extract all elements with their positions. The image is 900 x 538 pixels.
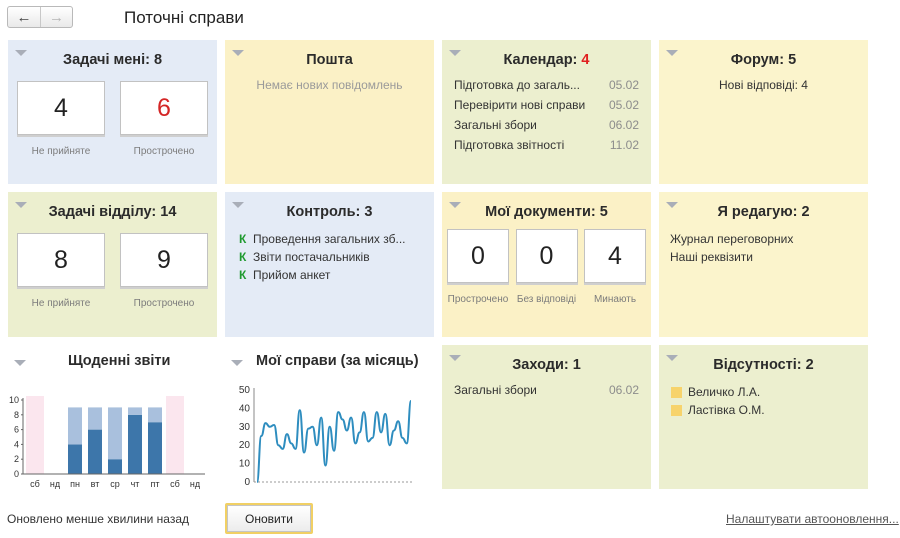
bar [108, 459, 122, 474]
y-tick-label: 10 [8, 395, 19, 405]
y-tick-label: 20 [238, 440, 250, 452]
x-tick-label: нд [49, 479, 61, 489]
panel-i-edit [659, 192, 868, 337]
panel-title[interactable]: Заходи: 1 [512, 357, 581, 373]
y-tick-label: 0 [244, 477, 250, 488]
counter-not-accepted[interactable] [17, 233, 105, 309]
collapse-triangle-icon[interactable] [449, 202, 461, 208]
collapse-triangle-icon[interactable] [15, 202, 27, 208]
x-tick-label: нд [189, 479, 201, 489]
collapse-triangle-icon[interactable] [15, 50, 27, 56]
y-tick-label: 2 [13, 454, 19, 465]
panel-title[interactable]: Пошта [306, 52, 353, 68]
panel-forum [659, 40, 868, 184]
bar [88, 430, 102, 474]
refresh-button[interactable]: Оновити [227, 505, 311, 532]
counter-label: Минають [593, 294, 637, 305]
bar [148, 407, 162, 422]
collapse-triangle-icon[interactable] [449, 50, 461, 56]
panel-control [225, 192, 434, 337]
absence-item[interactable] [671, 383, 856, 401]
control-item[interactable] [239, 248, 422, 266]
forward-button[interactable] [40, 7, 72, 27]
x-tick-label: сб [30, 479, 40, 489]
series-line [257, 401, 411, 482]
x-tick-label: сб [170, 479, 180, 489]
refresh-button-focus [225, 503, 313, 534]
collapse-triangle-icon[interactable] [666, 202, 678, 208]
bar [68, 407, 82, 444]
control-marker: К [239, 232, 247, 246]
empty-note: Немає нових повідомлень [256, 78, 403, 92]
x-tick-label: пт [150, 479, 160, 489]
y-tick-label: 0 [13, 469, 19, 479]
y-tick-label: 40 [238, 403, 250, 415]
counter-label: Прострочено [447, 294, 509, 305]
auto-refresh-settings-link[interactable]: Налаштувати автооновлення... [726, 512, 899, 526]
counter-value: 9 [120, 233, 208, 287]
collapse-triangle-icon[interactable] [666, 355, 678, 361]
y-tick-label: 50 [238, 385, 250, 396]
panel-title[interactable]: Задачі відділу: 14 [48, 204, 177, 220]
item-text: Ластівка О.М. [688, 403, 765, 417]
row-text: Загальні збори [454, 383, 537, 397]
event-row[interactable] [454, 383, 639, 403]
forum-new-replies[interactable]: Нові відповіді: 4 [719, 78, 808, 92]
panel-title[interactable] [442, 52, 651, 68]
bar [68, 444, 82, 474]
daily-reports-title[interactable]: Щоденні звіти [68, 353, 171, 369]
panel-title[interactable]: Я редагую: 2 [717, 204, 810, 220]
counter-value: 0 [516, 229, 578, 283]
bar [148, 422, 162, 474]
counter-not-accepted[interactable] [17, 81, 105, 157]
bar [128, 415, 142, 474]
row-date: 05.02 [608, 98, 639, 112]
y-tick-label: 10 [238, 458, 250, 470]
panel-title[interactable]: Форум: 5 [730, 52, 797, 68]
update-status: Оновлено менше хвилини назад [7, 512, 190, 526]
calendar-row[interactable] [454, 78, 639, 98]
editing-item[interactable] [670, 230, 856, 248]
row-text: Підготовка до загаль... [454, 78, 580, 92]
panel-title[interactable]: Відсутності: 2 [713, 357, 814, 373]
collapse-triangle-icon[interactable] [232, 202, 244, 208]
counter-value: 0 [447, 229, 509, 283]
counter-overdue[interactable] [120, 81, 208, 157]
counter-no-reply[interactable] [516, 229, 578, 305]
y-tick-label: 4 [13, 439, 19, 450]
row-date: 06.02 [608, 383, 639, 397]
counter-label: Не прийняте [31, 298, 91, 309]
counter-label: Без відповіді [516, 294, 577, 305]
panel-absences [659, 345, 868, 489]
item-text: Величко Л.А. [688, 385, 761, 399]
weekend-shading [166, 396, 184, 474]
counter-overdue[interactable] [447, 229, 509, 305]
panel-events [442, 345, 651, 489]
item-text: Наші реквізити [670, 250, 754, 264]
back-button[interactable] [8, 7, 40, 27]
control-marker: К [239, 268, 247, 282]
counter-label: Не прийняте [31, 146, 91, 157]
monthly-chart-title[interactable]: Мої справи (за місяць) [256, 353, 419, 369]
item-text: Звіти постачальників [253, 250, 370, 264]
x-tick-label: вт [90, 479, 100, 489]
control-item[interactable] [239, 230, 422, 248]
row-text: Перевірити нові справи [454, 98, 586, 112]
row-date: 06.02 [608, 118, 639, 132]
item-text: Проведення загальних зб... [253, 232, 406, 246]
panel-my-tasks [8, 40, 217, 184]
counter-value: 4 [17, 81, 105, 135]
collapse-triangle-icon[interactable] [449, 355, 461, 361]
panel-title[interactable]: Мої документи: 5 [485, 204, 608, 220]
collapse-triangle-icon[interactable] [666, 50, 678, 56]
row-date: 05.02 [608, 78, 639, 92]
y-tick-label: 6 [13, 424, 19, 435]
row-text: Підготовка звітності [454, 138, 565, 152]
counter-expiring[interactable] [584, 229, 646, 305]
absence-item[interactable] [671, 401, 856, 419]
control-marker: К [239, 250, 247, 264]
counter-value: 6 [120, 81, 208, 135]
row-text: Загальні збори [454, 118, 537, 132]
panel-title[interactable]: Контроль: 3 [286, 204, 373, 220]
history-navigation [7, 6, 73, 28]
item-text: Журнал переговорних [670, 232, 794, 246]
x-tick-label: пн [70, 479, 80, 489]
calendar-row[interactable] [454, 98, 639, 118]
bar [128, 407, 142, 414]
row-date: 11.02 [609, 138, 639, 152]
x-tick-label: ср [110, 479, 120, 489]
monthly-tasks-chart [232, 380, 422, 490]
weekend-shading [26, 396, 44, 474]
x-tick-label: чт [130, 479, 140, 489]
counter-overdue[interactable] [120, 233, 208, 309]
calendar-row[interactable] [454, 138, 639, 158]
counter-value: 8 [17, 233, 105, 287]
calendar-count: 4 [581, 52, 590, 68]
calendar-row[interactable] [454, 118, 639, 138]
daily-reports-chart [5, 384, 219, 494]
page-title: Поточні справи [124, 8, 244, 27]
panel-mail [225, 40, 434, 184]
bar [108, 407, 122, 459]
panel-dept-tasks [8, 192, 217, 337]
absence-marker-icon [671, 405, 682, 416]
collapse-triangle-icon[interactable] [14, 360, 26, 366]
counter-label: Прострочено [133, 146, 195, 157]
panel-calendar [442, 40, 651, 184]
collapse-triangle-icon[interactable] [231, 360, 243, 366]
y-tick-label: 30 [238, 421, 250, 433]
arrow-left-icon: ← [16, 8, 32, 26]
panel-title[interactable]: Задачі мені: 8 [62, 52, 163, 68]
editing-item[interactable] [670, 248, 856, 266]
arrow-right-icon: → [48, 8, 64, 26]
panel-my-documents [442, 192, 651, 337]
item-text: Прийом анкет [253, 268, 331, 282]
panel-title-text: Календар: [503, 52, 582, 68]
counter-label: Прострочено [133, 298, 195, 309]
collapse-triangle-icon[interactable] [232, 50, 244, 56]
y-tick-label: 8 [13, 409, 19, 420]
control-item[interactable] [239, 266, 422, 284]
absence-marker-icon [671, 387, 682, 398]
counter-value: 4 [584, 229, 646, 283]
bar [88, 407, 102, 429]
